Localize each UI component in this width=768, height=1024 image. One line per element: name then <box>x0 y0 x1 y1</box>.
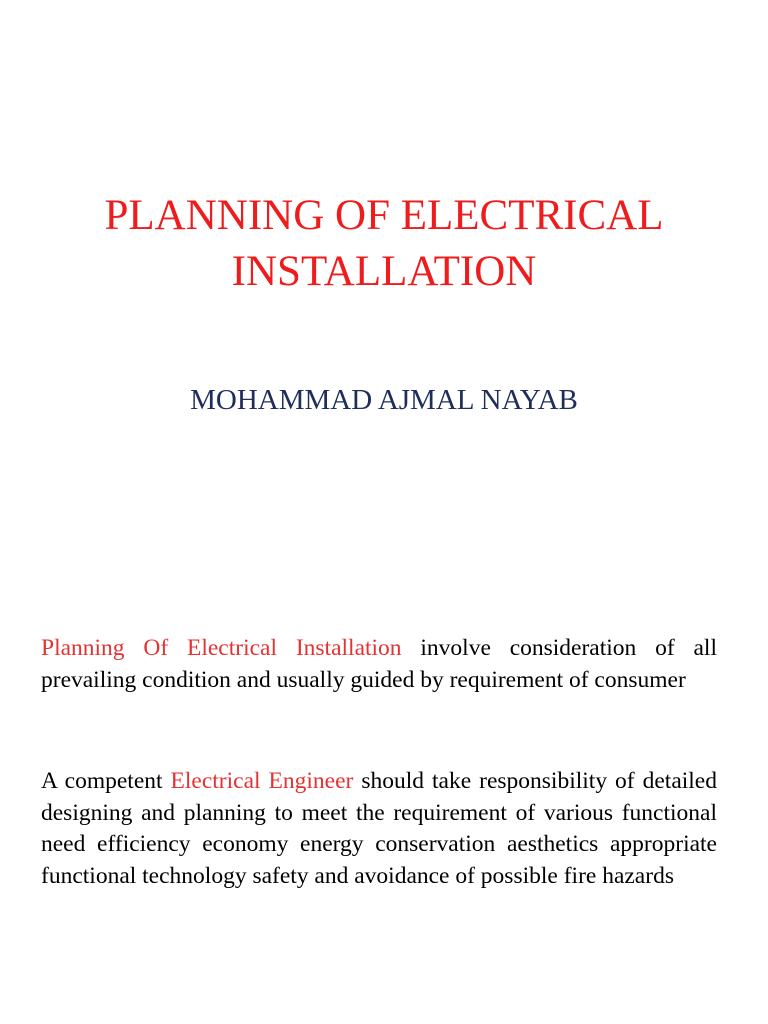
paragraph-engineer-lead: A competent <box>41 768 171 794</box>
paragraph-engineer <box>41 766 717 892</box>
slide-title <box>0 188 768 300</box>
author-name: MOHAMMAD AJMAL NAYAB <box>190 384 578 416</box>
title-line-1: PLANNING OF ELECTRICAL <box>104 192 664 239</box>
paragraph-planning <box>41 633 717 696</box>
paragraph-engineer-text: should take responsibility of detailed designing and planning to meet the requirement of various functional need efficiency economy energy conservation aesthetics appropriate functional technology safety and avoidance of possible fire hazards <box>41 768 717 889</box>
title-line-2: INSTALLATION <box>231 248 537 295</box>
highlight-engineer-term: Electrical Engineer <box>170 768 354 794</box>
paragraph-planning-text: involve consideration of all prevailing condition and usually guided by requirement of consumer <box>41 635 717 693</box>
highlight-planning-term: Planning Of Electrical Installation <box>41 635 402 661</box>
